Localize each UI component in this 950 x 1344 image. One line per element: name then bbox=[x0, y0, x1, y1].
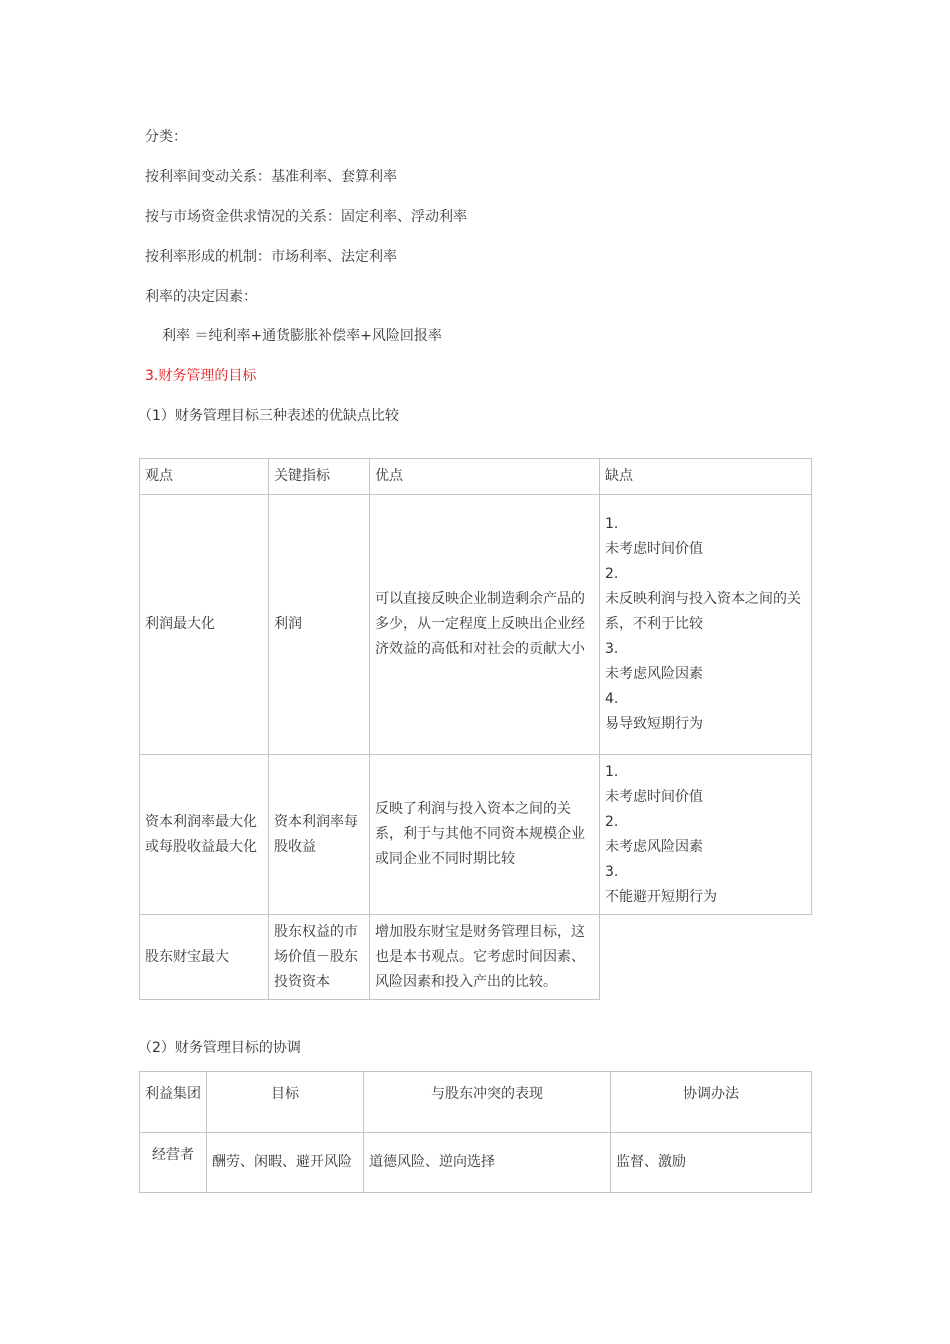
text-mechanism: 按利率形成的机制：市场利率、法定利率 bbox=[145, 249, 397, 265]
text-supply-demand: 按与市场资金供求情况的关系：固定利率、浮动利率 bbox=[145, 209, 467, 225]
goals-comparison-table bbox=[139, 458, 812, 1000]
cons-cell: 1. 未考虑时间价值 2. 未反映利润与投入资本之间的关 系，不利于比较 3. 未考虑风险因素 4. 易导致短期行为 bbox=[600, 495, 812, 755]
header-cell: 目标 bbox=[207, 1072, 364, 1133]
header-cell: 协调办法 bbox=[611, 1072, 812, 1133]
text-determinants: 利率的决定因素： bbox=[145, 289, 257, 305]
header-cell: 与股东冲突的表现 bbox=[364, 1072, 611, 1133]
header-cell: 优点 bbox=[370, 459, 600, 495]
table-row bbox=[140, 915, 812, 1000]
pros-cell: 可以直接反映企业制造剩余产品的 多少，从一定程度上反映出企业经 济效益的高低和对社会的贡献大小 bbox=[370, 495, 600, 755]
view-cell: 资本利润率最大化 或每股收益最大化 bbox=[140, 755, 269, 915]
table-row bbox=[140, 755, 812, 915]
subsection-2-heading: （2）财务管理目标的协调 bbox=[138, 1040, 301, 1056]
text-formula: 利率 ＝纯利率+通货膨胀补偿率+风险回报率 bbox=[162, 328, 442, 344]
view-cell: 股东财宝最大 bbox=[140, 915, 269, 1000]
empty-cell bbox=[600, 915, 812, 1000]
table-row bbox=[140, 495, 812, 755]
pros-cell: 增加股东财宝是财务管理目标，这 也是本书观点。它考虑时间因素、 风险因素和投入产出的比较。 bbox=[370, 915, 600, 1000]
table-header-row bbox=[140, 1072, 812, 1133]
section-heading: 3.财务管理的目标 bbox=[145, 368, 257, 384]
header-cell: 观点 bbox=[140, 459, 269, 495]
conflict-cell: 道德风险、逆向选择 bbox=[364, 1133, 611, 1193]
table-header-row bbox=[140, 459, 812, 495]
header-cell: 缺点 bbox=[600, 459, 812, 495]
table-row bbox=[140, 1133, 812, 1193]
goal-cell: 酬劳、闲暇、避开风险 bbox=[207, 1133, 364, 1193]
group-cell: 经营者 bbox=[140, 1133, 207, 1193]
subsection-1-heading: （1）财务管理目标三种表述的优缺点比较 bbox=[138, 408, 399, 424]
cons-cell: 1. 未考虑时间价值 2. 未考虑风险因素 3. 不能避开短期行为 bbox=[600, 755, 812, 915]
goal-coordination-table bbox=[139, 1071, 812, 1193]
header-cell: 利益集团 bbox=[140, 1072, 207, 1133]
pros-cell: 反映了利润与投入资本之间的关 系，利于与其他不同资本规模企业 或同企业不同时期比较 bbox=[370, 755, 600, 915]
method-cell: 监督、激励 bbox=[611, 1133, 812, 1193]
indicator-cell: 股东权益的市 场价值－股东 投资资本 bbox=[269, 915, 370, 1000]
view-cell: 利润最大化 bbox=[140, 495, 269, 755]
header-cell: 关键指标 bbox=[269, 459, 370, 495]
text-rate-relation: 按利率间变动关系：基准利率、套算利率 bbox=[145, 169, 397, 185]
indicator-cell: 资本利润率每 股收益 bbox=[269, 755, 370, 915]
text-classification: 分类： bbox=[145, 129, 187, 145]
indicator-cell: 利润 bbox=[269, 495, 370, 755]
